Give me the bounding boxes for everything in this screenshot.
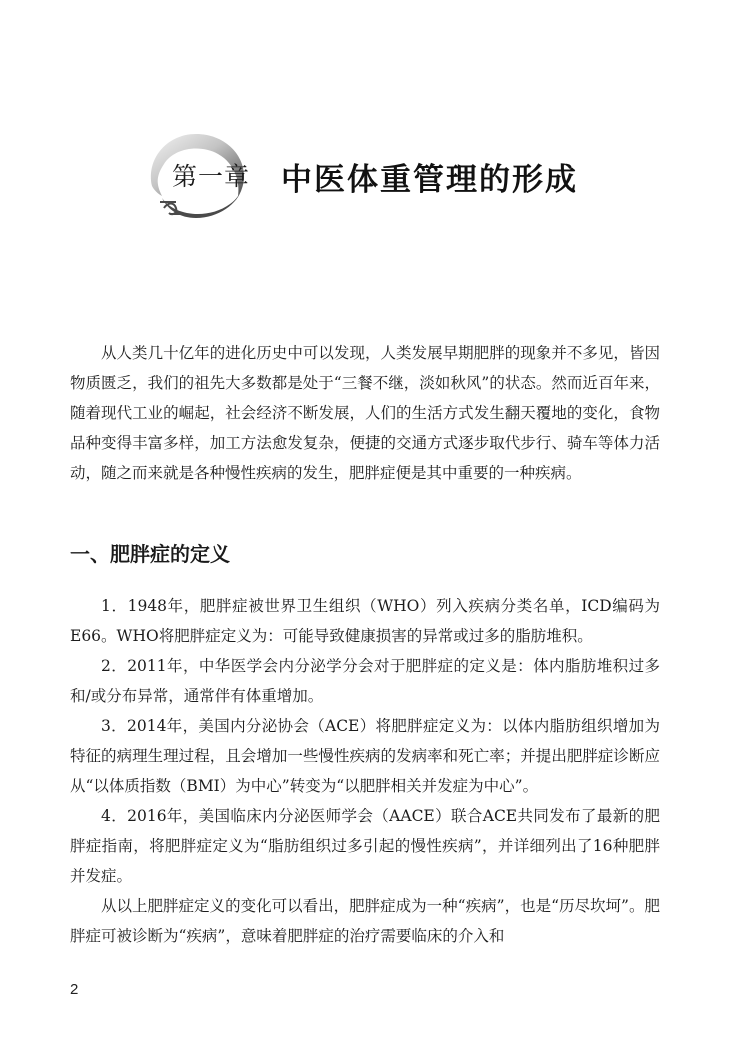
chapter-title: 中医体重管理的形成 bbox=[281, 162, 578, 198]
conclusion-paragraph: 从以上肥胖症定义的变化可以看出，肥胖症成为一种“疾病”，也是“历尽坎坷”。肥胖症可被诊断为“疾病”，意味着肥胖症的治疗需要临床的介入和 bbox=[70, 897, 660, 945]
definitions-section bbox=[70, 591, 660, 951]
definition-paragraph-3: 3．2014年，美国内分泌协会（ACE）将肥胖症定义为：以体内脂肪组织增加为特征的病理生理过程，且会增加一些慢性疾病的发病率和死亡率；并提出肥胖症诊断应从“以体质指数（BMI）为中心”转变为“以肥胖相关并发症为中心”。 bbox=[70, 717, 660, 795]
definition-paragraph-4: 4．2016年，美国临床内分泌医师学会（AACE）联合ACE共同发布了最新的肥胖症指南，将肥胖症定义为“脂肪组织过多引起的慢性疾病”，并详细列出了16种肥胖并发症。 bbox=[70, 807, 660, 885]
page-number: 2 bbox=[70, 981, 79, 998]
definition-paragraph-2: 2．2011年，中华医学会内分泌学分会对于肥胖症的定义是：体内脂肪堆积过多和/或分布异常，通常伴有体重增加。 bbox=[70, 657, 660, 705]
definition-paragraph-1: 1．1948年，肥胖症被世界卫生组织（WHO）列入疾病分类名单，ICD编码为E66。WHO将肥胖症定义为：可能导致健康损害的异常或过多的脂肪堆积。 bbox=[70, 597, 660, 645]
section-heading: 一、肥胖症的定义 bbox=[70, 542, 230, 566]
intro-section bbox=[70, 338, 660, 488]
intro-paragraph: 从人类几十亿年的进化历史中可以发现，人类发展早期肥胖的现象并不多见，皆因物质匮乏，我们的祖先大多数都是处于“三餐不继，淡如秋风”的状态。然而近百年来，随着现代工业的崛起，社会经济不断发展，人们的生活方式发生翻天覆地的变化，食物品种变得丰富多样，加工方法愈发复杂，便捷的交通方式逐步取代步行、骑车等体力活动，随之而来就是各种慢性疾病的发生，肥胖症便是其中重要的一种疾病。 bbox=[70, 344, 660, 482]
chapter-label: 第一章 bbox=[172, 162, 251, 191]
